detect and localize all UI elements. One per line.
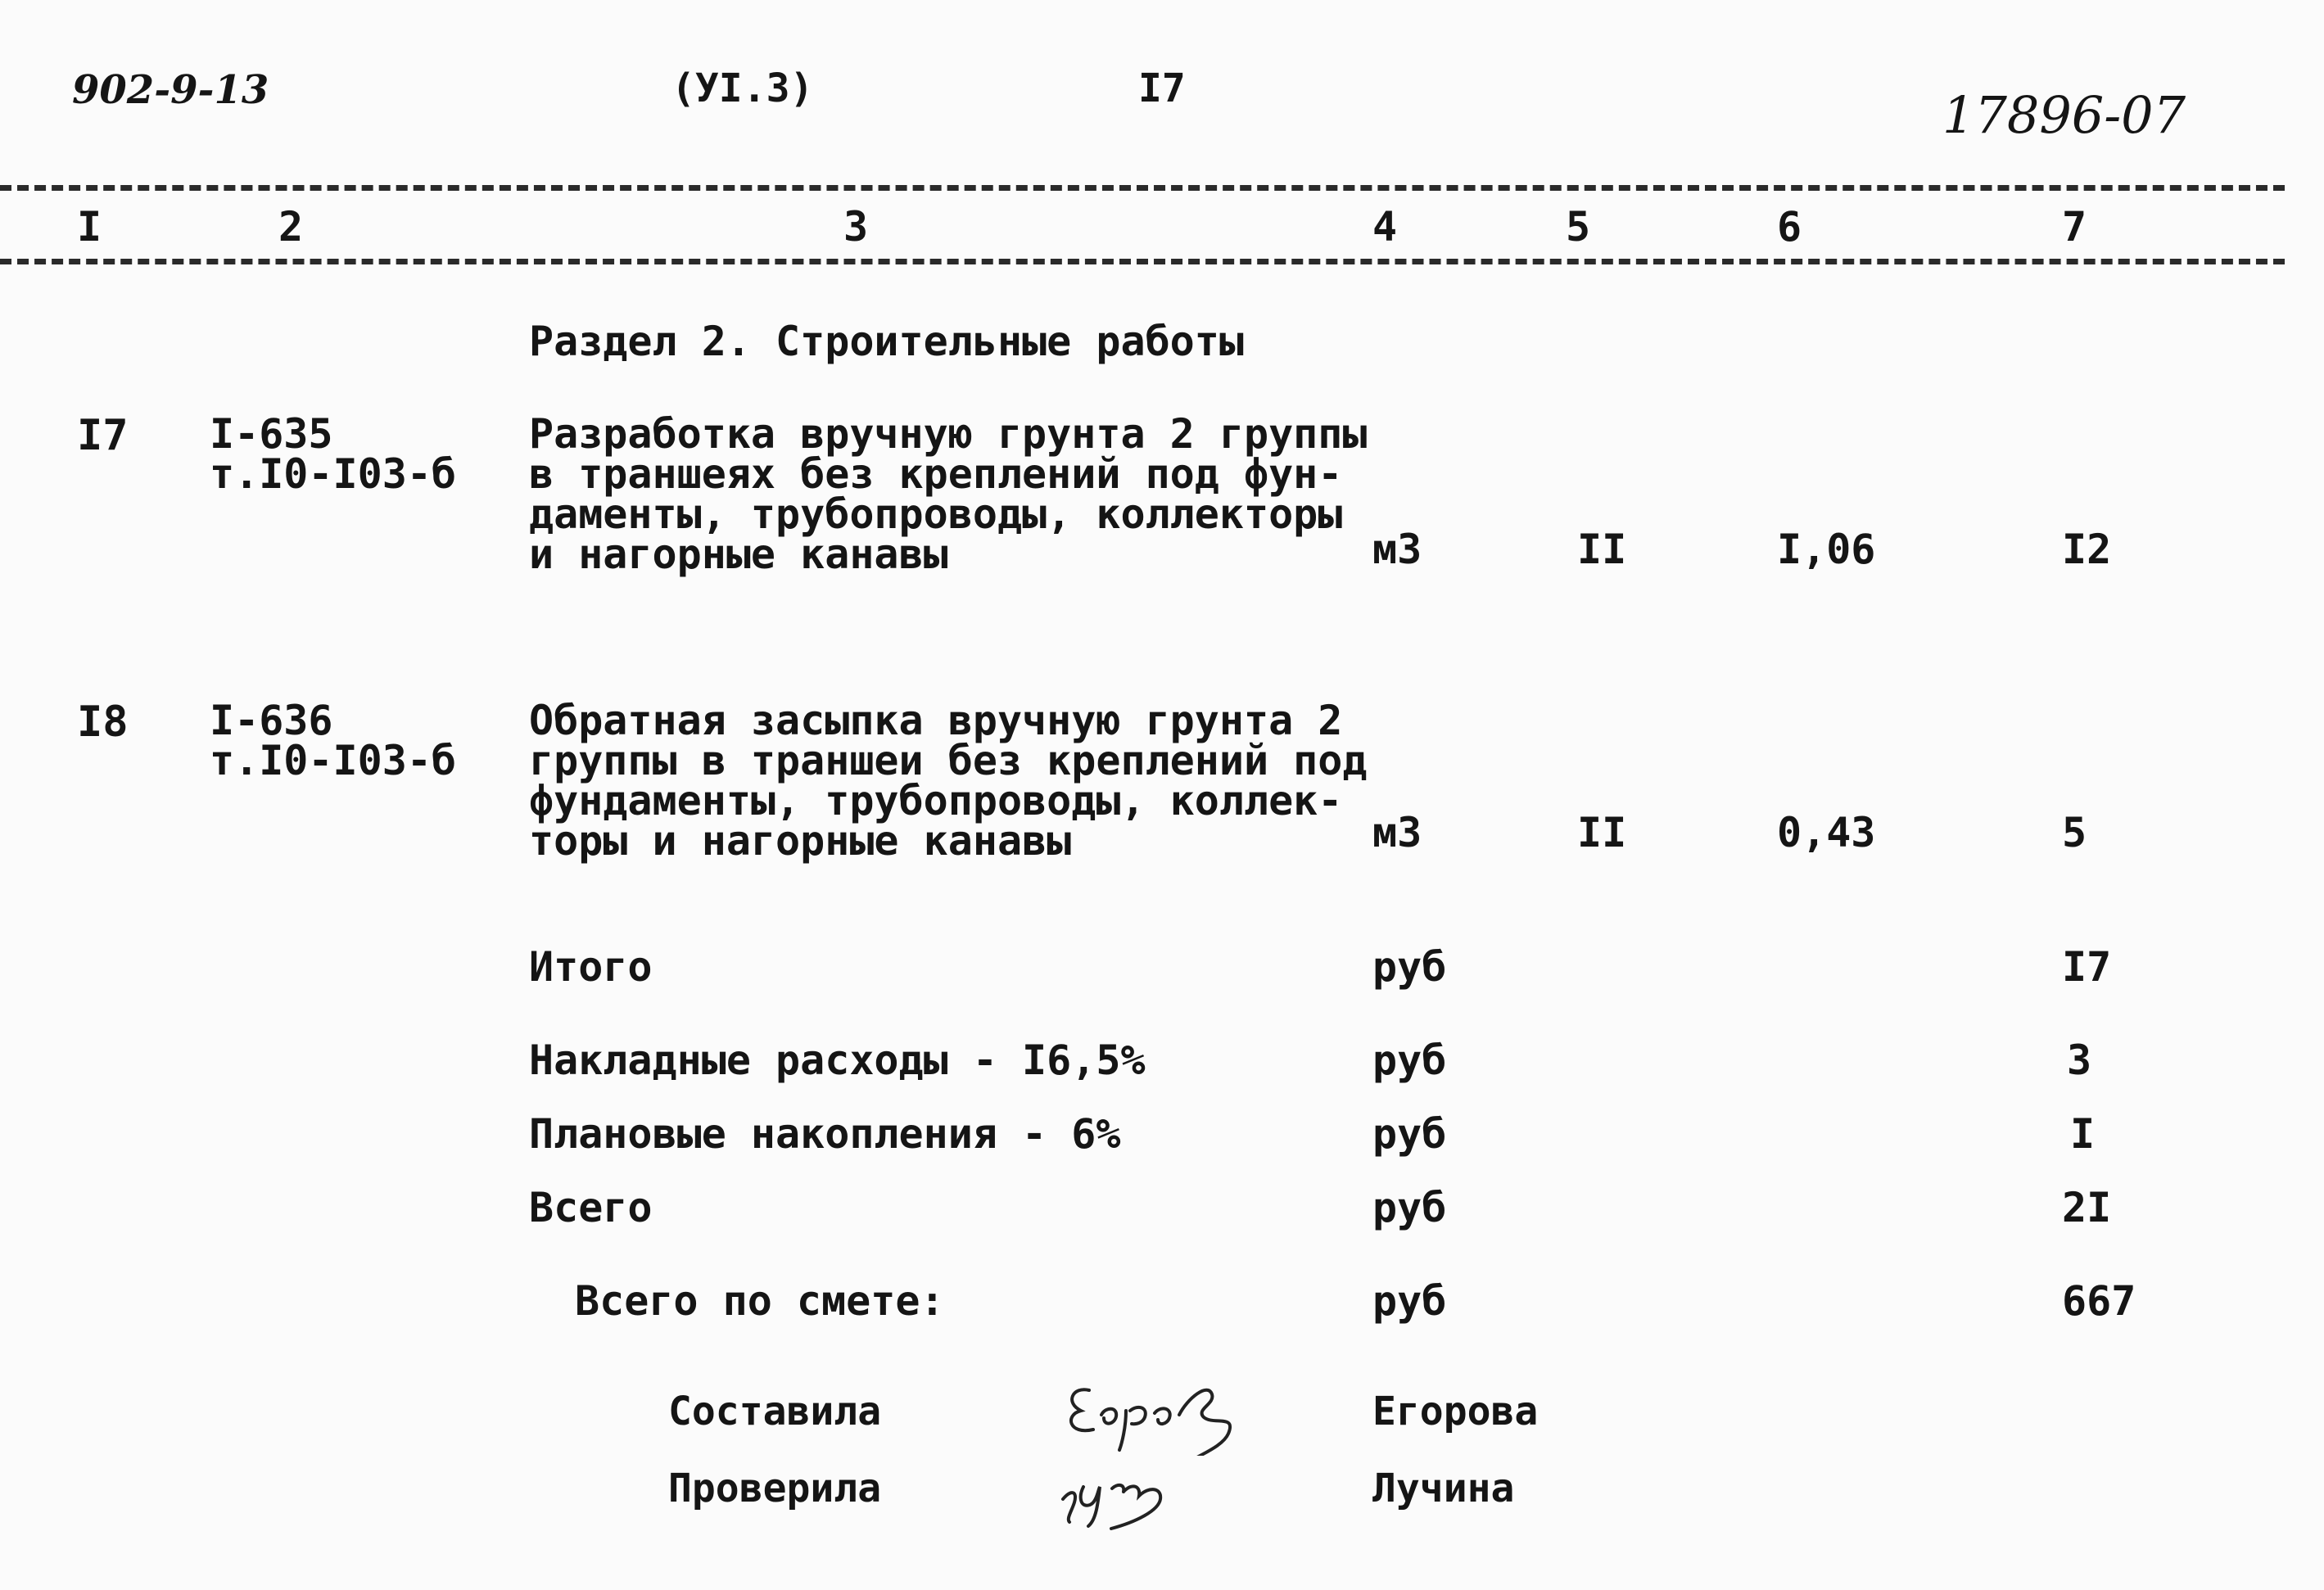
description-line: группы в траншеи без креплений под: [529, 737, 1368, 784]
row-description: [529, 697, 1368, 865]
code-line: I-635: [210, 410, 333, 458]
row-description: [529, 410, 1368, 578]
estimate-total-value: 667: [2062, 1277, 2136, 1325]
total-label: Итого: [529, 943, 653, 991]
code-line: I-636: [210, 697, 333, 744]
row-number: I8: [77, 698, 129, 747]
overhead-value: 3: [2067, 1037, 2092, 1084]
description-line: Разработка вручную грунта 2 группы: [529, 410, 1368, 458]
total-value: I7: [2062, 943, 2112, 991]
row-col5: II: [1577, 526, 1627, 573]
code-line: т.I0-I03-б: [210, 450, 457, 498]
row-col6: 0,43: [1777, 809, 1876, 856]
compiled-by-name: Егорова: [1372, 1389, 1539, 1434]
row-code: [210, 697, 457, 784]
description-line: торы и нагорные канавы: [529, 817, 1072, 865]
description-line: Обратная засыпка вручную грунта 2: [529, 697, 1343, 744]
code-line: т.I0-I03-б: [210, 737, 457, 784]
grand-total-value: 2I: [2062, 1184, 2112, 1231]
description-line: даменты, трубопроводы, коллекторы: [529, 490, 1343, 538]
archive-number: 17896-07: [1942, 85, 2186, 145]
planned-savings-value: I: [2070, 1110, 2096, 1158]
checked-by-name: Лучина: [1372, 1466, 1515, 1511]
doc-code: 902-9-13: [72, 67, 269, 113]
row-code: [210, 410, 457, 498]
row-unit: м3: [1372, 809, 1422, 856]
planned-savings-unit: руб: [1372, 1110, 1447, 1158]
overhead-label: Накладные расходы - I6,5%: [529, 1037, 1146, 1084]
row-unit: м3: [1372, 526, 1422, 573]
section-title: Раздел 2. Строительные работы: [529, 318, 1244, 365]
page-number: I7: [1138, 65, 1186, 111]
column-header-5: 5: [1566, 203, 1591, 251]
estimate-total-unit: руб: [1372, 1277, 1447, 1325]
column-header-3: 3: [843, 203, 869, 251]
row-col5: II: [1577, 809, 1627, 856]
overhead-unit: руб: [1372, 1037, 1447, 1084]
section-ref: (УI.3): [671, 65, 814, 111]
header-top-rule: [0, 185, 2285, 191]
header-bottom-rule: [0, 259, 2285, 264]
description-line: и нагорные канавы: [529, 531, 948, 578]
grand-total-label: Всего: [529, 1184, 653, 1231]
row-col7: 5: [2062, 809, 2087, 856]
description-line: фундаменты, трубопроводы, коллек-: [529, 777, 1343, 824]
signature-checker: [1047, 1454, 1251, 1544]
column-header-7: 7: [2062, 203, 2087, 251]
column-header-2: 2: [278, 203, 304, 251]
grand-total-unit: руб: [1372, 1184, 1447, 1231]
description-line: в траншеях без креплений под фун-: [529, 450, 1343, 498]
column-header-4: 4: [1372, 203, 1398, 251]
row-number: I7: [77, 411, 129, 460]
column-header-6: 6: [1777, 203, 1802, 251]
compiled-by-label: Составила: [668, 1389, 882, 1434]
total-unit: руб: [1372, 943, 1447, 991]
estimate-total-label: Всего по смете:: [575, 1277, 945, 1325]
signature-compiler: [1056, 1366, 1261, 1456]
row-col7: I2: [2062, 526, 2112, 573]
planned-savings-label: Плановые накопления - 6%: [529, 1110, 1121, 1158]
row-col6: I,06: [1777, 526, 1876, 573]
column-header-1: I: [77, 203, 102, 251]
checked-by-label: Проверила: [668, 1466, 882, 1511]
